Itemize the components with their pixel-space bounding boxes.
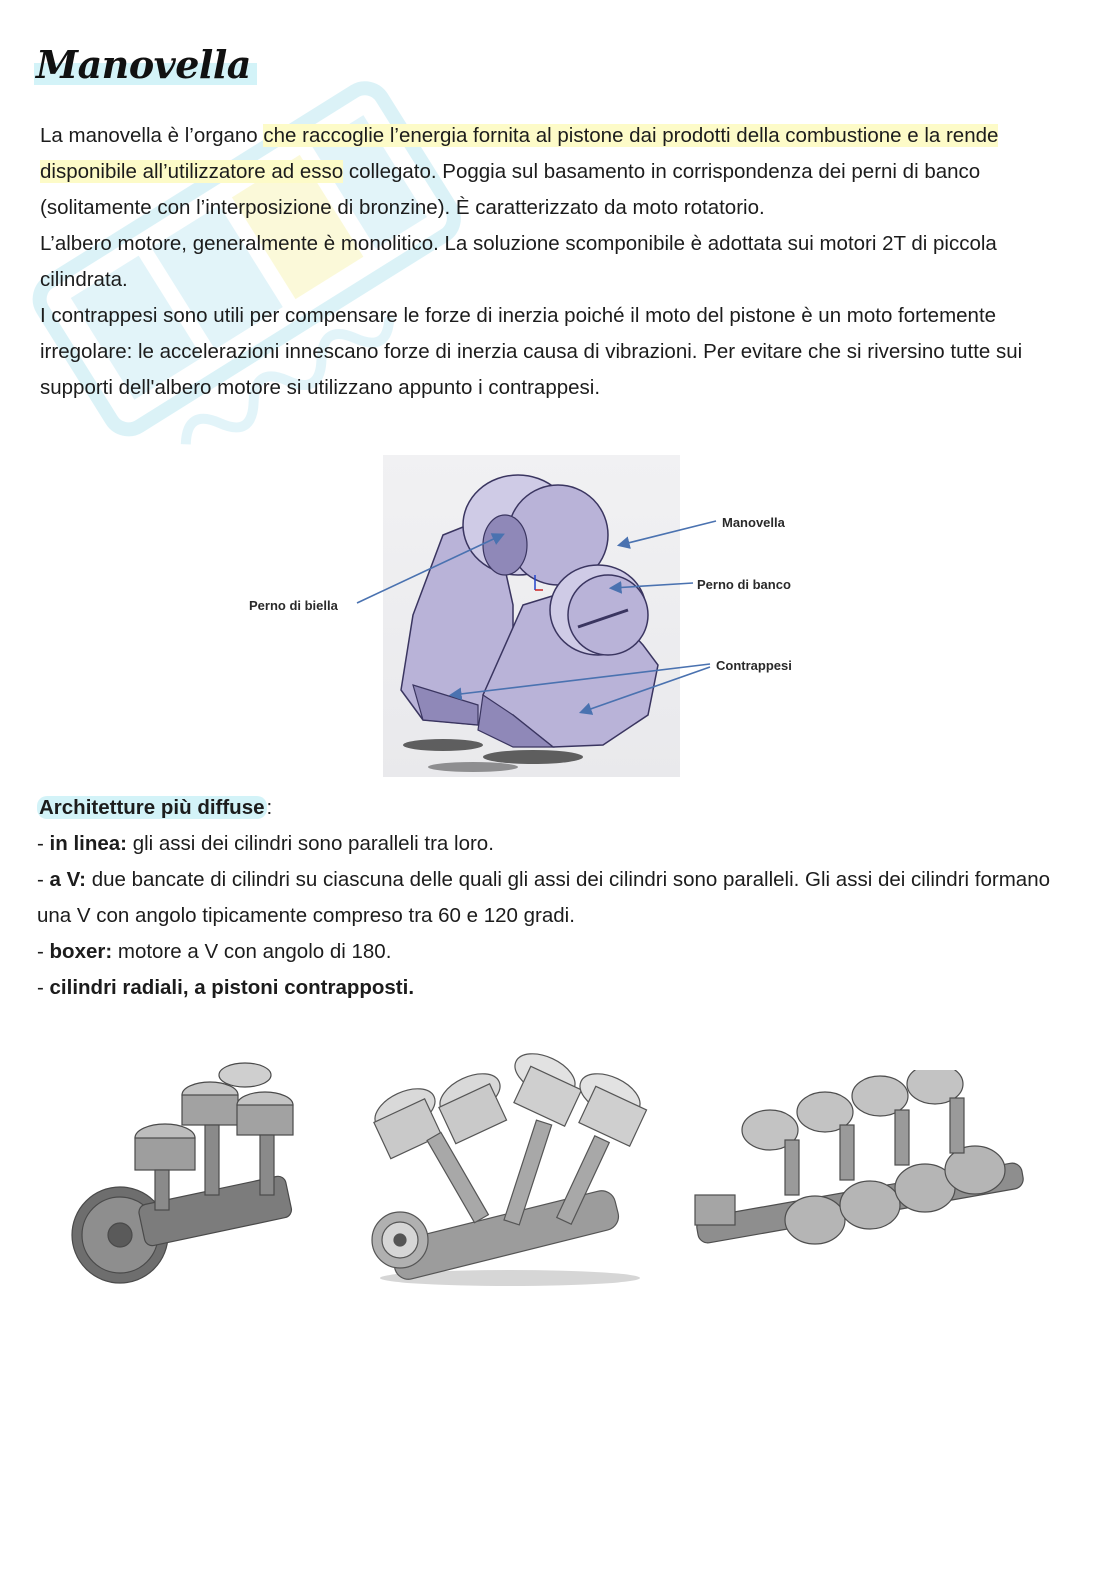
list-item	[37, 862, 1087, 934]
list-dash: -	[37, 940, 50, 963]
list-item	[37, 826, 1087, 862]
page-title: Manovella	[34, 42, 257, 89]
list-dash: -	[37, 832, 50, 855]
label-contrappesi: Contrappesi	[716, 658, 792, 673]
crankshaft-figure	[240, 455, 820, 777]
list-term: a V:	[49, 868, 86, 891]
label-perno-di-biella: Perno di biella	[249, 598, 338, 613]
label-manovella: Manovella	[722, 515, 785, 530]
architectures-list	[37, 826, 1087, 1006]
heading-colon: :	[266, 796, 273, 819]
architectures-section	[37, 790, 1087, 1006]
list-dash: -	[37, 976, 50, 999]
architectures-heading	[37, 790, 1087, 826]
intro-text-segment: collegato. Poggia sul basamento in corrispondenza dei perni di banco (solitamente con l’interposizione di bronzine). È caratterizzato da moto rotatorio.	[40, 160, 981, 219]
label-perno-di-banco: Perno di banco	[697, 577, 791, 592]
intro-paragraph-2: L’albero motore, generalmente è monolitico. La soluzione scomponibile è adottata sui motori 2T di piccola cilindrata.	[40, 232, 997, 291]
highlighted-text: che raccoglie l’energia fornita al pistone dai prodotti della combustione e la rende disponibile all’utilizzatore ad esso	[40, 124, 999, 183]
intro-text-segment: La manovella è l’organo	[40, 124, 264, 147]
list-desc: gli assi dei cilindri sono paralleli tra loro.	[127, 832, 494, 855]
engine-images	[0, 1050, 1116, 1300]
inline-engine-image	[70, 1060, 320, 1290]
list-term: boxer:	[49, 940, 113, 963]
label-arrows	[240, 455, 820, 777]
boxer-engine-image	[675, 1070, 1045, 1260]
intro-paragraph-3: I contrappesi sono utili per compensare le forze di inerzia poiché il moto del pistone è un moto fortemente irregolare: le accelerazioni innescano forze di inerzia causa di vibrazioni. Per evitare che si riversino tutte sui supporti dell'albero motore si utilizzano appunto i contrappesi.	[40, 304, 1023, 399]
list-term: cilindri radiali, a pistoni contrapposti.	[49, 976, 415, 999]
list-item	[37, 934, 1087, 970]
list-dash: -	[37, 868, 50, 891]
architectures-heading-text: Architetture più diffuse	[39, 796, 265, 819]
list-desc: motore a V con angolo di 180.	[112, 940, 392, 963]
list-item	[37, 970, 1087, 1006]
list-desc: due bancate di cilindri su ciascuna delle quali gli assi dei cilindri sono paralleli. Gli assi dei cilindri formano una V con angolo tipicamente compreso tra 60 e 120 gradi.	[37, 868, 1050, 927]
list-term: in linea:	[49, 832, 127, 855]
v-engine-image	[360, 1050, 660, 1290]
intro-paragraph-1	[40, 118, 1080, 226]
intro-text	[40, 118, 1080, 406]
